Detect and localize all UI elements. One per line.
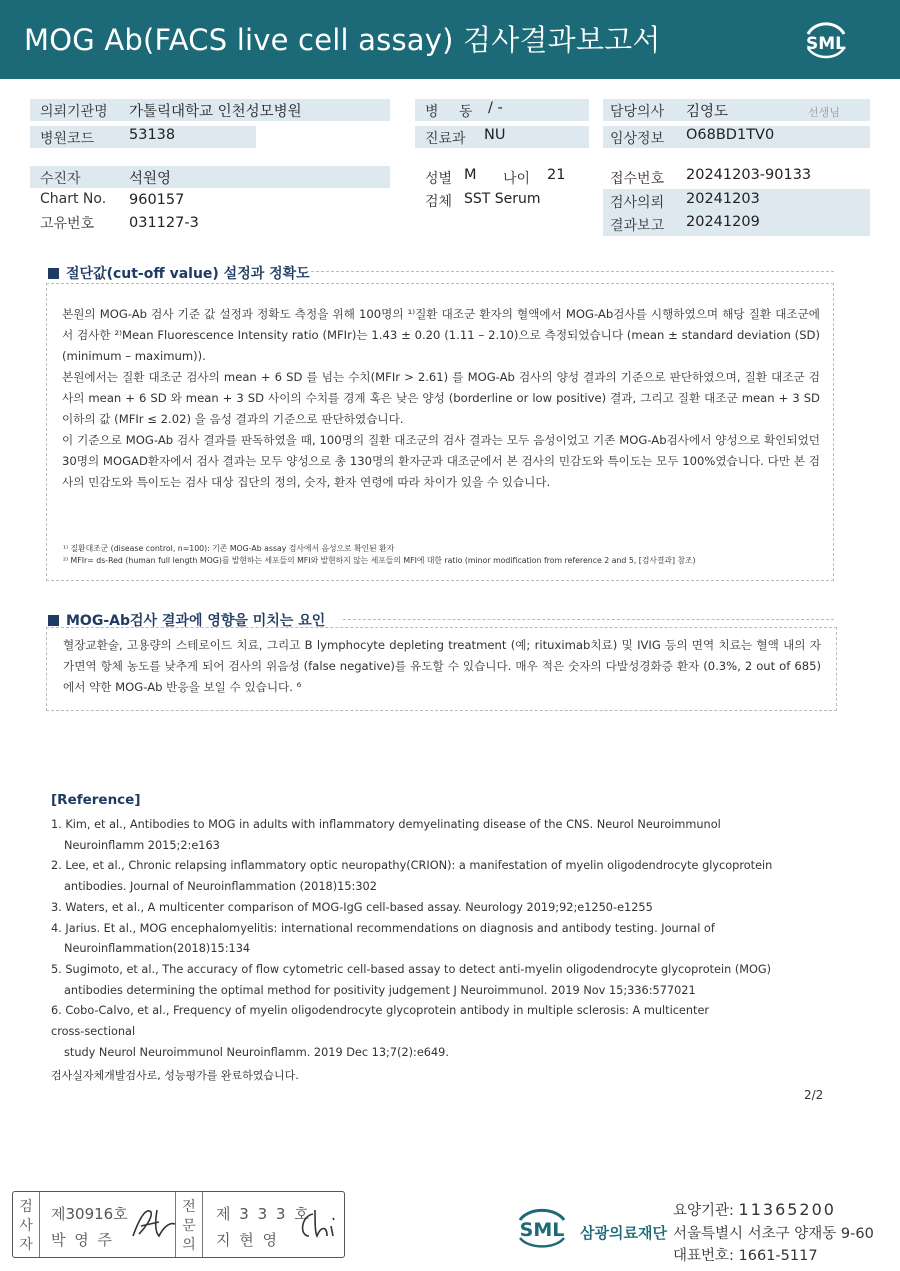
doctor-label: 담당의사 [610, 104, 665, 120]
patient-value: 석원영 [129, 171, 172, 187]
unique-no-label: 고유번호 [40, 216, 95, 232]
footnote-1: ¹⁾ 질환대조군 (disease control, n=100): 기존 MOG-Ab assay 검사에서 음성으로 확인된 환자 [63, 544, 395, 553]
section-cutoff-title [48, 263, 310, 283]
sex-label: 성별 [425, 171, 453, 187]
report-header [0, 0, 900, 79]
sex-value: M [464, 167, 477, 183]
page-number: 2/2 [804, 1088, 824, 1102]
reference-list [51, 815, 841, 1063]
specimen-label: 검체 [425, 194, 453, 210]
chart-no-value: 960157 [129, 192, 185, 208]
org-phone [673, 1244, 818, 1265]
receipt-label: 접수번호 [610, 171, 665, 187]
examiner-vertical-label: 검 사 자 [19, 1199, 33, 1253]
receipt-value: 20241203-90133 [686, 167, 812, 183]
sml-logo-icon [510, 1204, 574, 1252]
org-address: 서울특별시 서초구 양재동 9-60 [673, 1226, 874, 1242]
reference-item: 2. Lee, et al., Chronic relapsing inflammatory optic neuropathy(CRION): a manifestation of myelin oligodendrocyte glycoprotein antibodies. Journal of Neuroinflammation (2018)15:302 [51, 859, 773, 894]
org-code-value: 11365200 [738, 1200, 836, 1219]
report-date-value: 20241209 [686, 214, 760, 230]
request-date-value: 20241203 [686, 191, 760, 207]
section-factors-title-text: MOG-Ab검사 결과에 영향을 미치는 요인 [66, 613, 326, 629]
reference-item: 5. Sugimoto, et al., The accuracy of flow cytometric cell-based assay to detect anti-myelin oligodendrocyte glycoprotein (MOG) antibodies determining the optimal method for positivity judgement J Neuroimmunol. 2019 Nov 15;336:577021 [51, 962, 772, 997]
section-cutoff-title-text: 절단값(cut-off value) 설정과 정확도 [66, 266, 310, 282]
unique-no-value: 031127-3 [129, 215, 199, 231]
hospital-code-value: 53138 [129, 127, 176, 143]
report-date-label: 결과보고 [610, 218, 665, 234]
square-bullet-icon [48, 615, 59, 626]
reference-item: 1. Kim, et al., Antibodies to MOG in adults with inflammatory demyelinating disease of the CNS. Neurol Neuroimmunol Neuroinflamm 2015;2:e163 [51, 818, 721, 852]
sml-logo-icon [798, 14, 854, 66]
examiner-license-no: 제30916호 [51, 1205, 128, 1223]
org-phone-label: 대표번호: [673, 1248, 734, 1264]
age-value: 21 [547, 167, 566, 183]
sml-logo-text: SML [519, 1219, 565, 1241]
doctor-suffix: 선생님 [808, 106, 840, 119]
validation-remark: 검사실자체개발검사로, 성능평가를 완료하였습니다. [51, 1069, 299, 1082]
hospital-code-label: 병원코드 [40, 131, 95, 147]
patient-label: 수진자 [40, 171, 81, 187]
org-code [673, 1199, 836, 1220]
org-code-label: 요양기관: [673, 1203, 734, 1219]
reference-item: 4. Jarius. Et al., MOG encephalomyelitis: international recommendations on diagnosis and antibody testing. Journal of Neuroinflammation(2018)15:134 [51, 921, 715, 956]
reference-title: [Reference] [51, 792, 141, 808]
ward-label: 병 동 [425, 104, 481, 120]
factors-paragraph: 혈장교환술, 고용량의 스테로이드 치료, 그리고 B lymphocyte depleting treatment (예; rituximab치료) 및 IVIG 등의 면역 치료는 혈액 내의 자가면역 항체 농도를 낮추게 되어 검사의 위음성 (false negative)를 유도할 수 있습니다. 매우 적은 숫자의 다발성경화증 환자 (0.3%, 2 out of 685)에서 약한 MOG-Ab 반응을 보일 수 있습니다. ⁶ [63, 638, 821, 694]
square-bullet-icon [48, 268, 59, 279]
divider [175, 1192, 176, 1257]
examiner-signature [129, 1204, 179, 1244]
section-cutoff-box [46, 283, 834, 581]
divider [202, 1192, 203, 1257]
label-bar [30, 166, 390, 188]
specimen-value: SST Serum [464, 191, 541, 207]
specialist-vertical-label: 전 문 의 [182, 1199, 196, 1253]
dept-label: 진료과 [425, 131, 466, 147]
footnote-2: ²⁾ MFIr= ds-Red (human full length MOG)를 발현하는 세포들의 MFI와 발현하지 않는 세포들의 MFI에 대한 ratio (minor modification from reference 2 and 5, [검사결과] 참조) [63, 556, 696, 565]
cutoff-paragraph: 본원의 MOG-Ab 검사 기준 값 설정과 정확도 측정을 위해 100명의 ¹⁾질환 대조군 환자의 혈액에서 MOG-Ab검사를 시행하였으며 해당 질환 대조군에서 검사한 ²⁾Mean Fluorescence Intensity ratio (MFIr)는 1.43 ± 0.20 (1.11 – 2.10)으로 측정되었습니다 (mean ± standard deviation (SD) (minimum – maximum)). [62, 307, 820, 363]
report-title: MOG Ab(FACS live cell assay) 검사결과보고서 [24, 23, 661, 57]
cutoff-body [62, 304, 820, 493]
chart-no-label: Chart No. [40, 191, 107, 207]
clinical-info-value: O68BD1TV0 [686, 127, 775, 143]
divider [306, 271, 834, 272]
cutoff-paragraph: 이 기준으로 MOG-Ab 검사 결과를 판독하였을 때, 100명의 질환 대조군의 검사 결과는 모두 음성이었고 기존 MOG-Ab검사에서 양성으로 확인되었던 30명의 MOGAD환자에서 검사 결과는 모두 양성으로 총 130명의 환자군과 대조군에서 본 검사의 민감도와 특이도는 모두 100%였습니다. 다만 본 검사의 민감도와 특이도는 검사 대상 집단의 정의, 숫자, 환자 연령에 따라 차이가 있을 수 있습니다. [62, 433, 820, 489]
divider [39, 1192, 40, 1257]
divider [343, 619, 834, 620]
specialist-name: 지 현 영 [216, 1231, 280, 1249]
specialist-license-no: 제 3 3 3 호 [216, 1205, 311, 1223]
examiner-name: 박 영 주 [51, 1231, 115, 1249]
institution-value: 가톨릭대학교 인천성모병원 [129, 104, 302, 120]
cutoff-paragraph: 본원에서는 질환 대조군 검사의 mean + 6 SD 를 넘는 수치(MFIr > 2.61) 를 MOG-Ab 검사의 양성 결과의 기준으로 판단하였으며, 질환 대조군 검사의 mean + 6 SD 와 mean + 3 SD 사이의 수치를 경계 혹은 낮은 양성 (borderline or low positive) 결과, 그리고 질환 대조군 mean + 3 SD 이하의 값 (MFIr ≤ 2.02) 을 음성 결과의 기준으로 판단하였습니다. [62, 370, 820, 426]
request-date-label: 검사의뢰 [610, 195, 665, 211]
signature-box [12, 1191, 345, 1258]
reference-item: 6. Cobo-Calvo, et al., Frequency of myelin oligodendrocyte glycoprotein antibody in multiple sclerosis: A multicenter cross-sectional study Neurol Neuroimmunol Neuroinflamm. 2019 Dec 13;7(2):e649. [51, 1004, 710, 1059]
ward-value: / - [488, 100, 503, 116]
age-label: 나이 [503, 171, 531, 187]
dept-value: NU [484, 127, 506, 143]
section-factors-box [46, 627, 837, 711]
institution-label: 의뢰기관명 [40, 104, 108, 120]
specialist-signature [295, 1206, 341, 1244]
sml-logo-text: SML [806, 34, 846, 54]
clinical-info-label: 임상정보 [610, 131, 665, 147]
org-name: 삼광의료재단 [580, 1224, 667, 1242]
reference-item: 3. Waters, et al., A multicenter comparison of MOG-IgG cell-based assay. Neurology 2019;92;e1250-e1255 [51, 900, 653, 914]
org-phone-value: 1661-5117 [738, 1248, 818, 1264]
doctor-value: 김영도 [686, 104, 729, 120]
